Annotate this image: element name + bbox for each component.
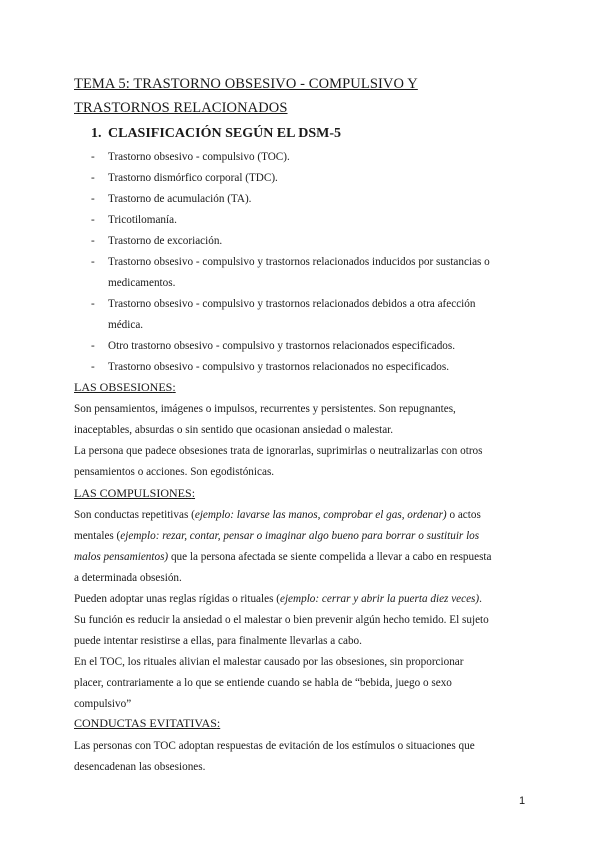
example-text: ejemplo: lavarse las manos, comprobar el gas, ordenar) <box>194 509 447 521</box>
list-item-text: Trastorno obsesivo - compulsivo y trastornos relacionados debidos a otra afección <box>108 298 476 310</box>
text-run: que la persona afectada se siente compelida a llevar a cabo en respuesta <box>168 551 492 563</box>
compulsiones-paragraph-line: En el TOC, los rituales alivian el malestar causado por las obsesiones, sin proporcionar <box>74 656 464 668</box>
list-dash: - <box>91 193 95 205</box>
obsesiones-heading <box>74 377 176 398</box>
list-item-text: Tricotilomanía. <box>108 214 177 226</box>
list-item-text: medicamentos. <box>108 277 176 289</box>
example-text: ejemplo: cerrar y abrir la puerta diez veces) <box>279 593 480 605</box>
section-title: CLASIFICACIÓN SEGÚN EL DSM-5 <box>108 126 341 141</box>
compulsiones-paragraph-line: placer, contrariamente a lo que se entiende cuando se habla de “bebida, juego o sexo <box>74 677 452 689</box>
example-text: ejemplo: rezar, contar, pensar o imaginar algo bueno para borrar o sustituir los <box>120 530 480 542</box>
list-item-text: Trastorno de excoriación. <box>108 235 223 247</box>
list-item-text: Trastorno obsesivo - compulsivo y trastornos relacionados no especificados. <box>108 361 450 373</box>
list-dash: - <box>91 340 95 352</box>
page-number: 1 <box>519 795 526 807</box>
list-item-text: Trastorno obsesivo - compulsivo y trastornos relacionados inducidos por sustancias o <box>108 256 490 268</box>
heading-colon: : <box>172 380 176 394</box>
list-item-text: Trastorno de acumulación (TA). <box>108 193 252 205</box>
compulsiones-paragraph-line: compulsivo” <box>74 698 132 710</box>
evitativas-paragraph-line: Las personas con TOC adoptan respuestas de evitación de los estímulos o situaciones que <box>74 740 475 752</box>
list-item-text: Otro trastorno obsesivo - compulsivo y trastornos relacionados especificados. <box>108 340 456 352</box>
obsesiones-paragraph-line: pensamientos o acciones. Son egodistónicas. <box>74 466 275 478</box>
section-heading <box>91 126 341 142</box>
list-dash: - <box>91 172 95 184</box>
compulsiones-paragraph-line: puede intentar resistirse a ellas, para finalmente llevarlas a cabo. <box>74 635 362 647</box>
obsesiones-paragraph-line: La persona que padece obsesiones trata de ignorarlas, suprimirlas o neutralizarlas con otros <box>74 445 483 457</box>
compulsiones-paragraph-line: a determinada obsesión. <box>74 572 182 584</box>
obsesiones-paragraph-line: inaceptables, absurdas o sin sentido que ocasionan ansiedad o malestar. <box>74 424 394 436</box>
heading-colon: : <box>191 486 196 500</box>
list-dash: - <box>91 214 95 226</box>
evitativas-heading <box>74 713 220 734</box>
section-number: 1. <box>91 126 102 141</box>
text-run: . <box>479 593 482 605</box>
document-title-line-2: TRASTORNOS RELACIONADOS <box>74 100 288 116</box>
compulsiones-paragraph-line <box>74 526 530 547</box>
evitativas-heading-text: CONDUCTAS EVITATIVAS <box>74 716 217 730</box>
text-run: Pueden adoptar unas reglas rígidas o rituales ( <box>74 593 280 605</box>
list-dash: - <box>91 256 95 268</box>
compulsiones-paragraph-line <box>74 505 530 526</box>
list-item-text: médica. <box>108 319 144 331</box>
obsesiones-paragraph-line: Son pensamientos, imágenes o impulsos, recurrentes y persistentes. Son repugnantes, <box>74 403 456 415</box>
compulsiones-paragraph-line <box>74 547 530 568</box>
list-dash: - <box>91 235 95 247</box>
list-item-text: Trastorno dismórfico corporal (TDC). <box>108 172 278 184</box>
obsesiones-heading-text: LAS OBSESIONES <box>74 380 173 394</box>
compulsiones-paragraph-line <box>74 589 530 610</box>
list-dash: - <box>91 298 95 310</box>
list-item-text: Trastorno obsesivo - compulsivo (TOC). <box>108 151 290 163</box>
compulsiones-paragraph-line: Su función es reducir la ansiedad o el malestar o bien prevenir algún hecho temido. El sujeto <box>74 614 489 626</box>
text-run: Son conductas repetitivas ( <box>74 509 195 521</box>
text-run: mentales ( <box>74 530 121 542</box>
example-text: malos pensamientos) <box>74 551 169 563</box>
document-title-line-1: TEMA 5: TRASTORNO OBSESIVO - COMPULSIVO Y <box>74 76 418 92</box>
evitativas-paragraph-line: desencadenan las obsesiones. <box>74 761 206 773</box>
compulsiones-heading <box>74 483 195 504</box>
heading-colon: : <box>216 716 221 730</box>
list-dash: - <box>91 151 95 163</box>
list-dash: - <box>91 361 95 373</box>
text-run: o actos <box>446 509 481 521</box>
compulsiones-heading-text: LAS COMPULSIONES <box>74 486 192 500</box>
